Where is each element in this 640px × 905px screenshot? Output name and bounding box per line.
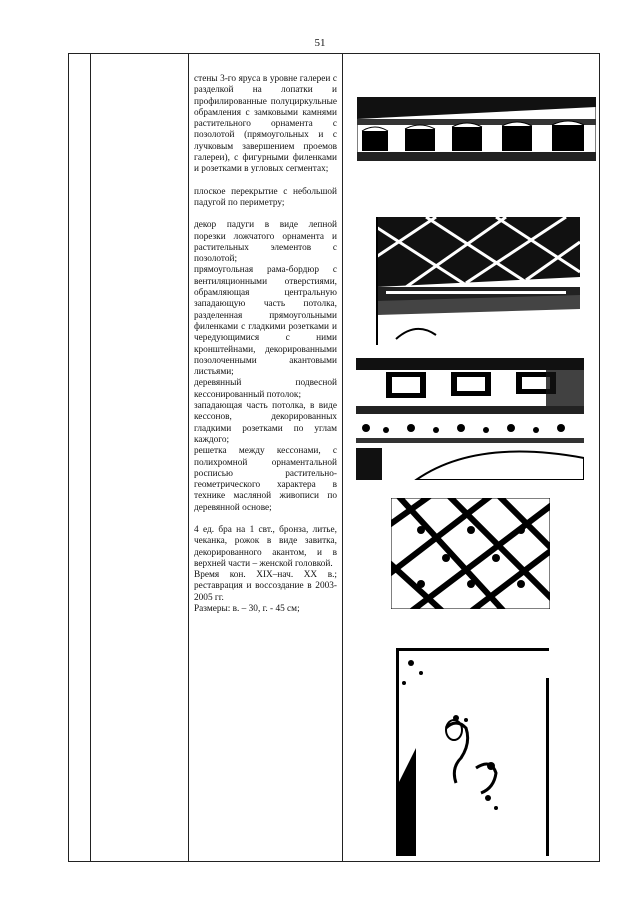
table-column-divider: [342, 54, 343, 861]
ceiling-border-frame-photo: [356, 358, 584, 480]
table-column-divider: [90, 54, 91, 861]
wall-sconce-photo: [396, 648, 549, 856]
ceiling-coffers-photo: [376, 217, 580, 345]
description-paragraph: решетка между кессонами, с полихромной орнаментальной росписью растительно-геометрического характера в технике масляной живописи по деревянной основе;: [194, 446, 337, 513]
gallery-wall-photo: [357, 97, 596, 161]
table-column-divider: [188, 54, 189, 861]
description-paragraph: стены 3-го яруса в уровне галереи с разделкой на лопатки и профилированные полуциркульные обрамления с замковыми камнями растительного орнамента с позолотой (прямоугольных и с лучковым завершением проемов галереи), с фигурными филенками и розетками в угловых сегментах;: [194, 74, 337, 175]
coffer-lattice-photo: [391, 498, 550, 609]
description-paragraph: Размеры: в. – 30, г. - 45 см;: [194, 604, 300, 615]
description-paragraph: плоское перекрытие с небольшой падугой по периметру;: [194, 186, 337, 208]
description-paragraph: Время кон. XIX–нач. XX в.; реставрация и воссоздание в 2003-2005 гг.: [194, 570, 337, 603]
description-paragraph: декор падуги в виде лепной порезки ложчатого орнамента и растительных элементов с позолотой;: [194, 220, 337, 265]
description-paragraph: деревянный подвесной кессонированный потолок;: [194, 378, 337, 400]
page-number: 51: [314, 37, 326, 49]
description-text: [194, 74, 337, 615]
description-paragraph: западающая часть потолка, в виде кессонов, декорированных гладкими розетками по углам каждого;: [194, 401, 337, 445]
description-paragraph: прямоугольная рама-бордюр с вентиляционными отверстиями, обрамляющая центральную западающую часть потолка, разделенная прямоугольными филенками с гладкими розетками и чередующимися с ними кронштейнами, декорированными позолоченными акантовыми листьями;: [194, 265, 337, 378]
description-paragraph: 4 ед. бра на 1 свт., бронза, литье, чеканка, рожок в виде завитка, декорированного акантом, и в верхней части – женской головкой.: [194, 524, 337, 569]
